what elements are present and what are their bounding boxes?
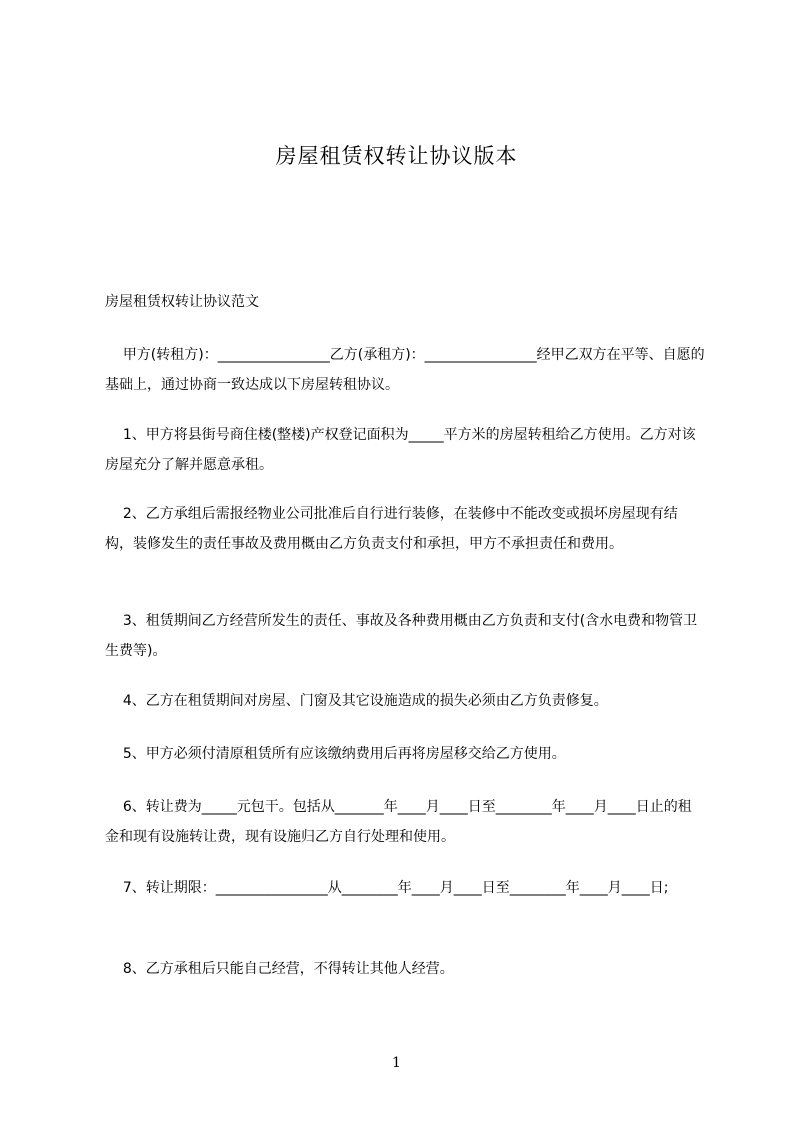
paragraph-clause-2: 2、乙方承组后需报经物业公司批准后自行进行装修，在装修中不能改变或损坏房屋现有结构，装修发生的责任事故及费用概由乙方负责支付和承担，甲方不承担责任和费用。	[105, 506, 678, 552]
paragraph-clause-1: 1、甲方将县街号商住楼(整楼)产权登记面积为_____平方米的房屋转租给乙方使用。乙方对该房屋充分了解并愿意承租。	[105, 427, 696, 473]
paragraph-clause-6: 6、转让费为_____元包干。包括从_______年____月____日至________年____月____日止的租金和现有设施转让费，现有设施归乙方自行处理和使用。	[105, 799, 692, 845]
paragraph-clause-4: 4、乙方在租赁期间对房屋、门窗及其它设施造成的损失必须由乙方负责修复。	[105, 693, 608, 709]
document-subtitle: 房屋租赁权转让协议范文	[105, 294, 259, 310]
page-number: 1	[392, 1055, 401, 1071]
paragraph-clause-7: 7、转让期限：________________从________年____月____日至________年____月____日;	[105, 880, 669, 896]
document-title: 房屋租赁权转让协议版本	[275, 144, 518, 168]
paragraph-clause-5: 5、甲方必须付清原租赁所有应该缴纳费用后再将房屋移交给乙方使用。	[105, 746, 566, 762]
paragraph-clause-8: 8、乙方承租后只能自己经营，不得转让其他人经营。	[105, 961, 454, 977]
paragraph-clause-3: 3、租赁期间乙方经营所发生的责任、事故及各种费用概由乙方负责和支付(含水电费和物管卫生费等)。	[105, 613, 698, 659]
paragraph-parties: 甲方(转租方)：________________乙方(承租方)：________________经甲乙双方在平等、自愿的基础上，通过协商一致达成以下房屋转租协议。	[105, 347, 705, 393]
